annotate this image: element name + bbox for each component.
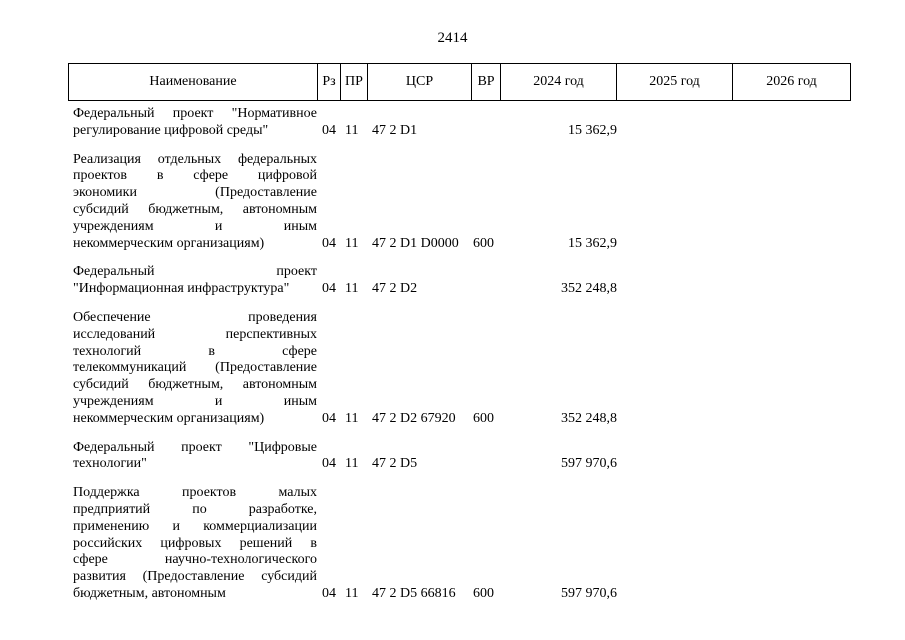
row-name-line: субсидий бюджетным, автономным <box>73 201 317 217</box>
row-name-line: технологий в сфере <box>73 343 317 359</box>
row-csr: 47 2 D5 <box>372 456 418 472</box>
row-rz: 04 <box>322 281 336 297</box>
row-name <box>73 152 317 253</box>
row-name-line: Реализация отдельных федеральных <box>73 151 317 167</box>
header-2024: 2024 год <box>501 64 617 101</box>
header-2025: 2025 год <box>617 64 733 101</box>
row-name-line: Федеральный проект "Цифровые <box>73 439 317 455</box>
row-2024: 597 970,6 <box>561 585 617 601</box>
row-name-line: Поддержка проектов малых <box>73 485 317 501</box>
table-body <box>0 106 905 615</box>
row-name-line: некоммерческим организациям) <box>73 235 265 251</box>
table-row <box>0 264 905 298</box>
row-csr: 47 2 D1 <box>372 122 418 138</box>
row-csr: 47 2 D2 <box>372 281 418 297</box>
header-rz: Рз <box>318 64 341 101</box>
row-name-line: Федеральный проект <box>73 264 317 280</box>
row-name-line: проектов в сфере цифровой <box>73 168 317 184</box>
row-pr: 11 <box>345 410 359 426</box>
header-csr: ЦСР <box>368 64 472 101</box>
page-number: 2414 <box>437 30 468 46</box>
row-2024: 15 362,9 <box>568 122 617 138</box>
row-name-line: регулирование цифровой среды" <box>73 122 269 138</box>
row-rz: 04 <box>322 122 336 138</box>
row-2024: 15 362,9 <box>568 235 617 251</box>
row-rz: 04 <box>322 235 336 251</box>
row-name-line: бюджетным, автономным <box>73 585 226 601</box>
row-2024: 352 248,8 <box>561 281 617 297</box>
table-row <box>0 485 905 603</box>
header-vr: ВР <box>472 64 501 101</box>
row-name-line: применению и коммерциализации <box>73 518 317 534</box>
row-name <box>73 440 317 474</box>
row-name-line: Федеральный проект "Нормативное <box>73 106 317 121</box>
table-row <box>0 106 905 140</box>
table-row <box>0 310 905 428</box>
row-2024: 597 970,6 <box>561 456 617 472</box>
row-rz: 04 <box>322 585 336 601</box>
row-pr: 11 <box>345 122 359 138</box>
row-csr: 47 2 D1 D0000 <box>372 235 459 251</box>
table-row <box>0 440 905 474</box>
row-name <box>73 106 317 140</box>
row-name-line: учреждениям и иным <box>73 393 317 409</box>
row-name-line: предприятий по разработке, <box>73 501 317 517</box>
row-name-line: экономики (Предоставление <box>73 185 317 201</box>
row-name-line: сфере научно-технологического <box>73 552 317 568</box>
header-2026: 2026 год <box>733 64 851 101</box>
row-rz: 04 <box>322 410 336 426</box>
row-2024: 352 248,8 <box>561 410 617 426</box>
row-name-line: некоммерческим организациям) <box>73 410 265 426</box>
row-pr: 11 <box>345 281 359 297</box>
row-name-line: технологии" <box>73 456 147 472</box>
row-name-line: учреждениям и иным <box>73 218 317 234</box>
row-vr: 600 <box>473 235 494 251</box>
table-row <box>0 152 905 253</box>
row-rz: 04 <box>322 456 336 472</box>
row-pr: 11 <box>345 585 359 601</box>
table-header <box>68 63 851 101</box>
row-name-line: развития (Предоставление субсидий <box>73 569 317 585</box>
row-name-line: телекоммуникаций (Предоставление <box>73 360 317 376</box>
row-pr: 11 <box>345 235 359 251</box>
row-name-line: Обеспечение проведения <box>73 309 317 325</box>
row-name-line: "Информационная инфраструктура" <box>73 281 290 297</box>
header-name: Наименование <box>69 64 318 101</box>
row-name <box>73 264 317 298</box>
row-name-line: исследований перспективных <box>73 326 317 342</box>
row-csr: 47 2 D2 67920 <box>372 410 456 426</box>
row-csr: 47 2 D5 66816 <box>372 585 456 601</box>
row-name <box>73 485 317 603</box>
row-pr: 11 <box>345 456 359 472</box>
row-vr: 600 <box>473 585 494 601</box>
header-pr: ПР <box>341 64 368 101</box>
row-vr: 600 <box>473 410 494 426</box>
row-name-line: субсидий бюджетным, автономным <box>73 377 317 393</box>
row-name-line: российских цифровых решений в <box>73 535 317 551</box>
row-name <box>73 310 317 428</box>
